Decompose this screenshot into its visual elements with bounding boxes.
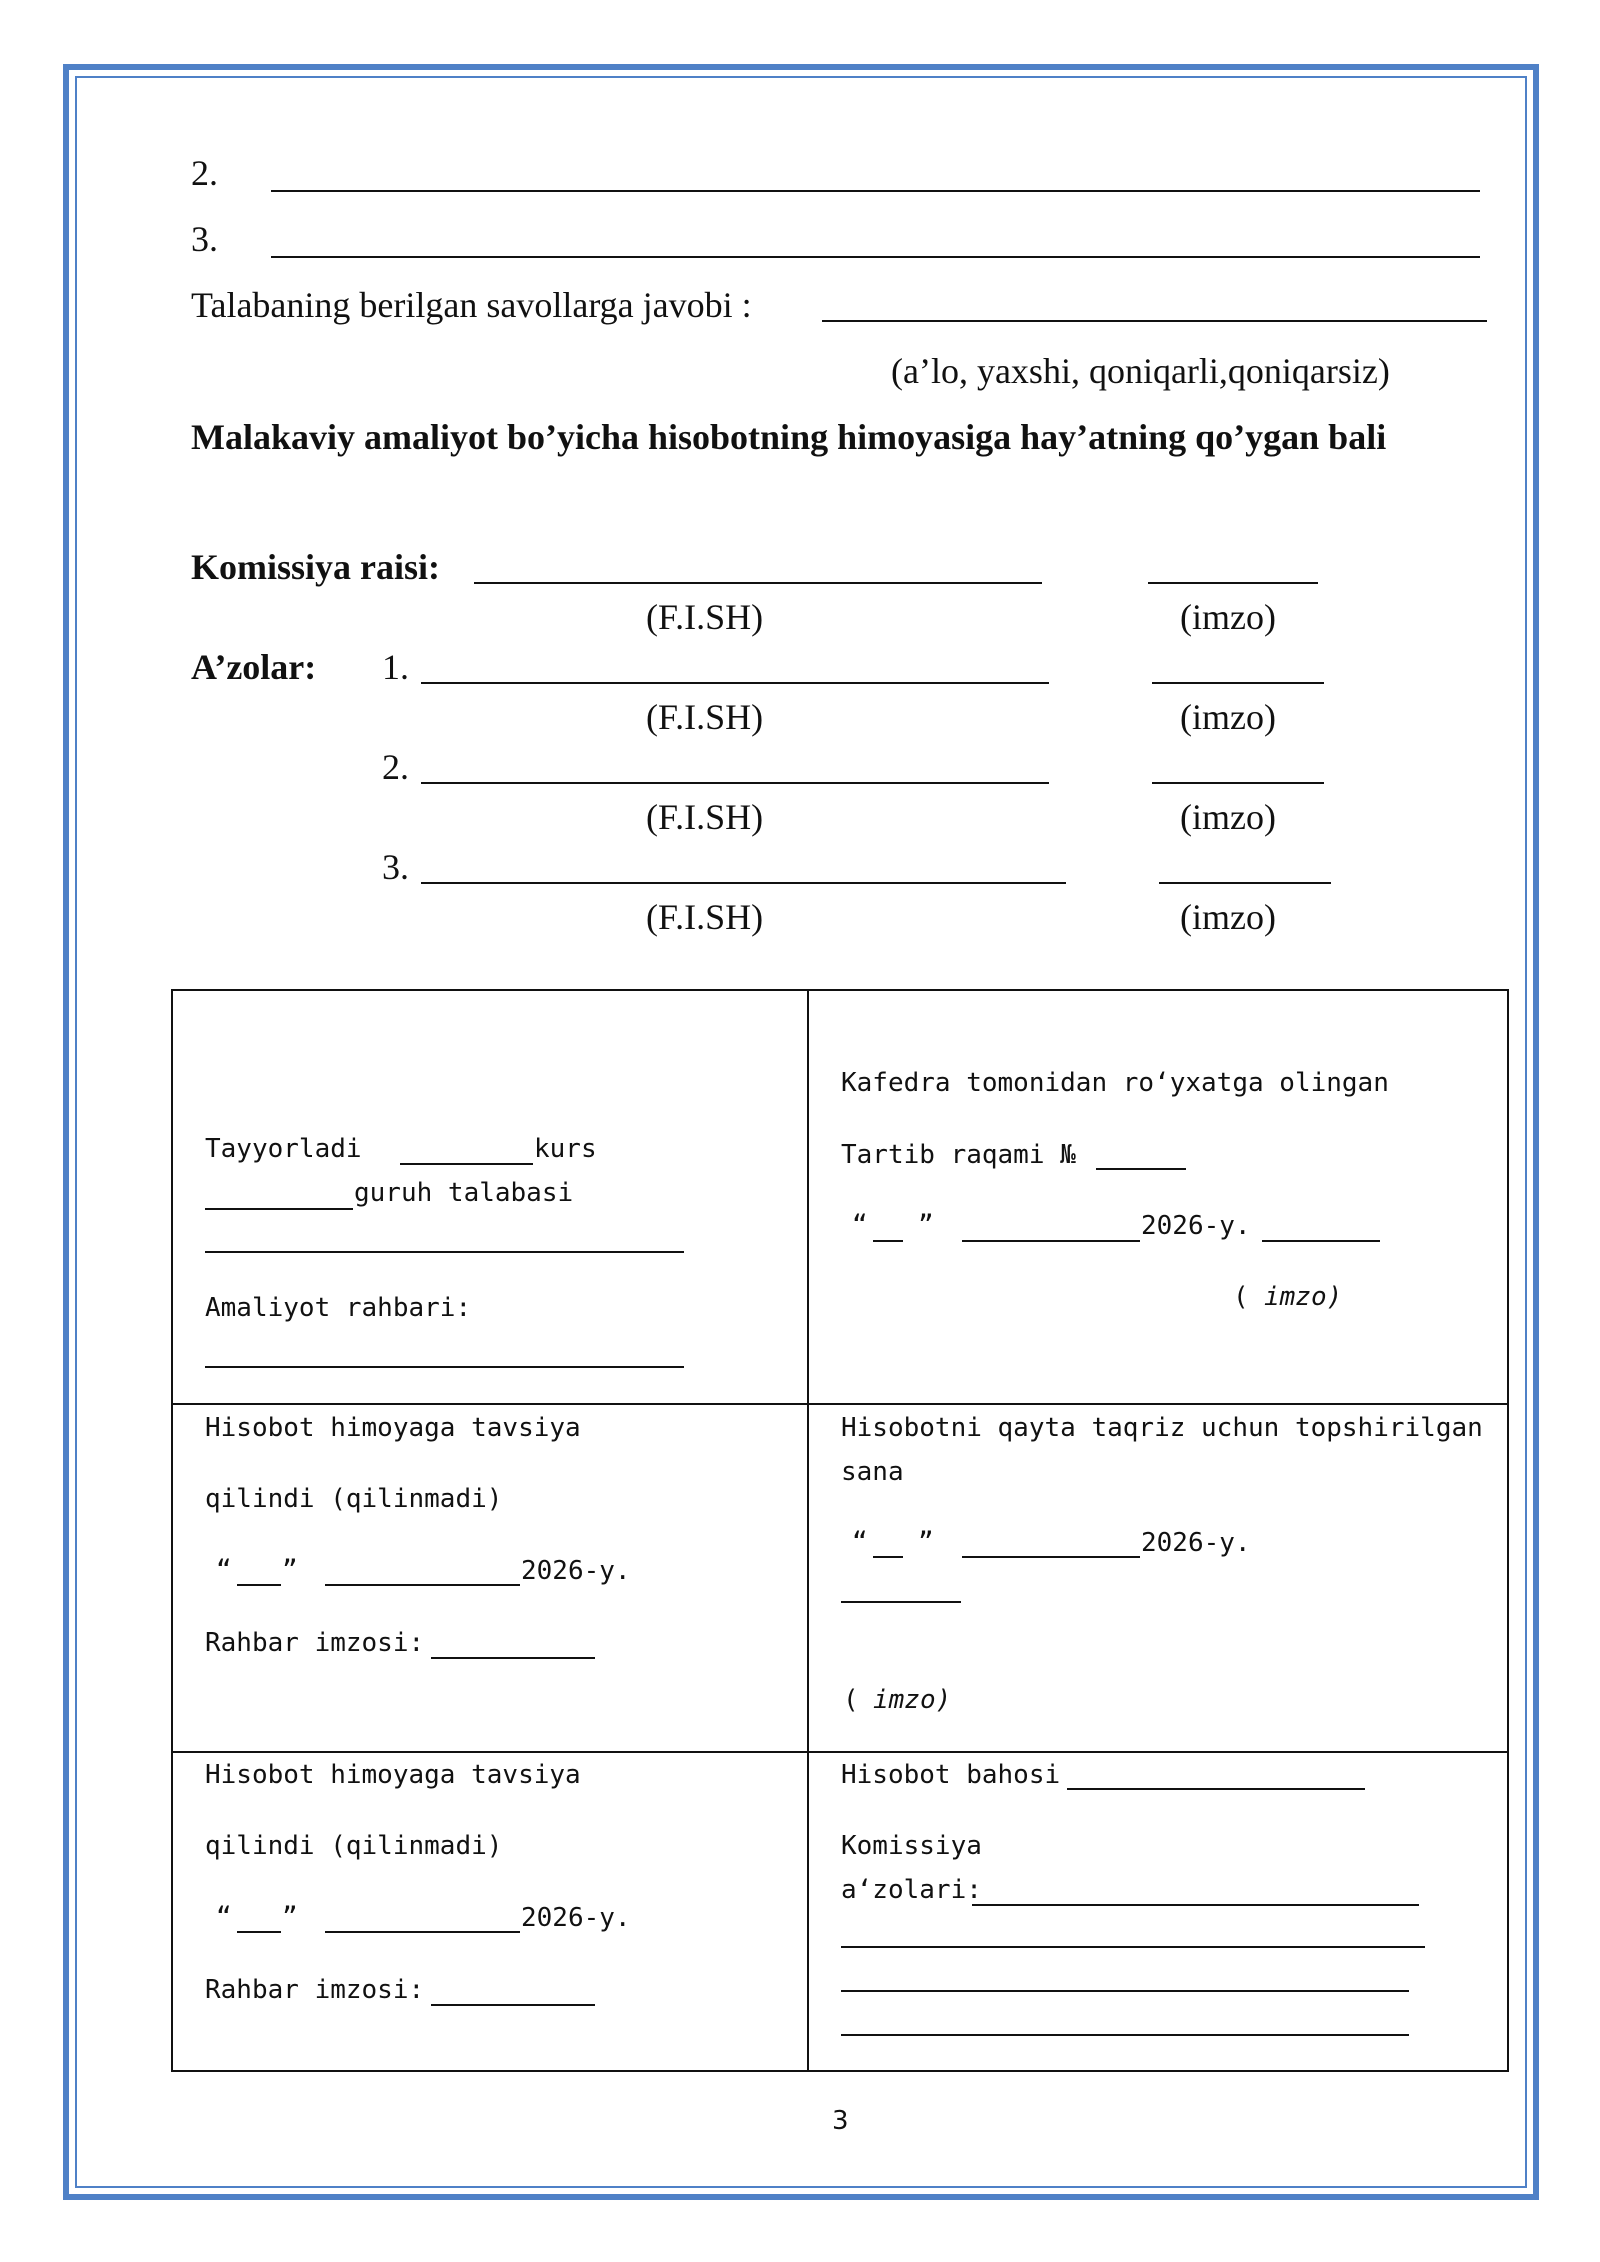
table-row-divider-1	[171, 1403, 1509, 1405]
supervisor-signature-line[interactable]	[431, 2004, 595, 2006]
date-quote-close: ”	[918, 1210, 934, 1240]
day-line[interactable]	[873, 1556, 903, 1558]
year-label: 2026-y.	[521, 1556, 631, 1586]
item-2-line[interactable]	[271, 190, 1480, 192]
group-line[interactable]	[205, 1208, 353, 1210]
item-2-number: 2.	[191, 153, 218, 193]
table-row-divider-2	[171, 1751, 1509, 1753]
prepared-by-label: Tayyorladi	[205, 1134, 362, 1164]
signature-caption: imzo)	[873, 1685, 952, 1715]
answer-hint: (a’lo, yaxshi, qoniqarli,qoniqarsiz)	[891, 351, 1390, 391]
commission-member-line-1[interactable]	[972, 1904, 1419, 1906]
report-grade-line[interactable]	[1067, 1788, 1365, 1790]
serial-number-line[interactable]	[1096, 1168, 1186, 1170]
month-line[interactable]	[962, 1556, 1140, 1558]
supervisor-name-line[interactable]	[205, 1366, 684, 1368]
item-3-number: 3.	[191, 219, 218, 259]
recommend-line-1: Hisobot himoyaga tavsiya	[205, 1760, 581, 1790]
signature-paren-open: (	[1233, 1282, 1249, 1312]
member-1-imzo-label: (imzo)	[1180, 697, 1276, 737]
month-line[interactable]	[325, 1931, 520, 1933]
signature-line[interactable]	[841, 1601, 961, 1603]
date-quote-close: ”	[918, 1527, 934, 1557]
item-3-line[interactable]	[271, 256, 1480, 258]
member-3-name-line[interactable]	[421, 882, 1066, 884]
serial-number-label: Tartib raqami №	[841, 1140, 1076, 1170]
recommend-line-2: qilindi (qilinmadi)	[205, 1484, 503, 1514]
member-3-signature-line[interactable]	[1159, 882, 1331, 884]
chair-name-line[interactable]	[474, 582, 1042, 584]
chair-fish-label: (F.I.SH)	[646, 597, 764, 637]
date-quote-open: “	[852, 1210, 868, 1240]
year-label: 2026-y.	[1141, 1528, 1251, 1558]
supervisor-signature-label: Rahbar imzosi:	[205, 1975, 425, 2005]
date-quote-close: ”	[282, 1902, 298, 1932]
date-quote-open: “	[216, 1902, 232, 1932]
commission-member-line-4[interactable]	[841, 2034, 1409, 2036]
report-grade-label: Hisobot bahosi	[841, 1760, 1061, 1790]
course-line[interactable]	[400, 1163, 533, 1165]
member-1-number: 1.	[382, 647, 409, 687]
group-student-label: guruh talabasi	[354, 1178, 574, 1208]
member-2-imzo-label: (imzo)	[1180, 797, 1276, 837]
day-line[interactable]	[237, 1584, 281, 1586]
table-column-divider	[807, 989, 809, 2072]
member-3-fish-label: (F.I.SH)	[646, 897, 764, 937]
chair-imzo-label: (imzo)	[1180, 597, 1276, 637]
date-quote-close: ”	[282, 1555, 298, 1585]
resubmit-line-1: Hisobotni qayta taqriz uchun topshirilgan	[841, 1413, 1483, 1443]
resubmit-line-2: sana	[841, 1457, 904, 1487]
supervisor-signature-line[interactable]	[431, 1657, 595, 1659]
year-label: 2026-y.	[521, 1903, 631, 1933]
student-name-line[interactable]	[205, 1251, 684, 1253]
department-registration-title: Kafedra tomonidan ro‘yxatga olingan	[841, 1068, 1389, 1098]
month-line[interactable]	[325, 1584, 520, 1586]
signature-line[interactable]	[1262, 1240, 1380, 1242]
member-1-fish-label: (F.I.SH)	[646, 697, 764, 737]
record-table	[171, 989, 1509, 2072]
signature-caption: imzo)	[1264, 1282, 1343, 1312]
date-quote-open: “	[852, 1527, 868, 1557]
course-label: kurs	[534, 1134, 597, 1164]
member-1-name-line[interactable]	[421, 682, 1049, 684]
commission-members-label: a‘zolari:	[841, 1875, 982, 1905]
supervisor-signature-label: Rahbar imzosi:	[205, 1628, 425, 1658]
signature-paren-open: (	[843, 1685, 859, 1715]
member-3-imzo-label: (imzo)	[1180, 897, 1276, 937]
day-line[interactable]	[237, 1931, 281, 1933]
page-number: 3	[832, 2106, 849, 2136]
member-2-name-line[interactable]	[421, 782, 1049, 784]
member-1-signature-line[interactable]	[1152, 682, 1324, 684]
chair-signature-line[interactable]	[1148, 582, 1318, 584]
member-2-number: 2.	[382, 747, 409, 787]
score-heading: Malakaviy amaliyot bo’yicha hisobotning himoyasiga hay’atning qo’ygan bali	[191, 417, 1387, 457]
year-label: 2026-y.	[1141, 1211, 1251, 1241]
chair-label: Komissiya raisi:	[191, 547, 440, 587]
practice-supervisor-label: Amaliyot rahbari:	[205, 1293, 472, 1323]
answer-line[interactable]	[822, 320, 1487, 322]
commission-member-line-2[interactable]	[841, 1946, 1425, 1948]
date-quote-open: “	[216, 1555, 232, 1585]
commission-label: Komissiya	[841, 1831, 982, 1861]
member-2-signature-line[interactable]	[1152, 782, 1324, 784]
answer-label: Talabaning berilgan savollarga javobi :	[191, 285, 752, 325]
member-3-number: 3.	[382, 847, 409, 887]
recommend-line-2: qilindi (qilinmadi)	[205, 1831, 503, 1861]
recommend-line-1: Hisobot himoyaga tavsiya	[205, 1413, 581, 1443]
members-label: A’zolar:	[191, 647, 317, 687]
day-line[interactable]	[873, 1240, 903, 1242]
month-line[interactable]	[962, 1240, 1140, 1242]
member-2-fish-label: (F.I.SH)	[646, 797, 764, 837]
commission-member-line-3[interactable]	[841, 1990, 1409, 1992]
